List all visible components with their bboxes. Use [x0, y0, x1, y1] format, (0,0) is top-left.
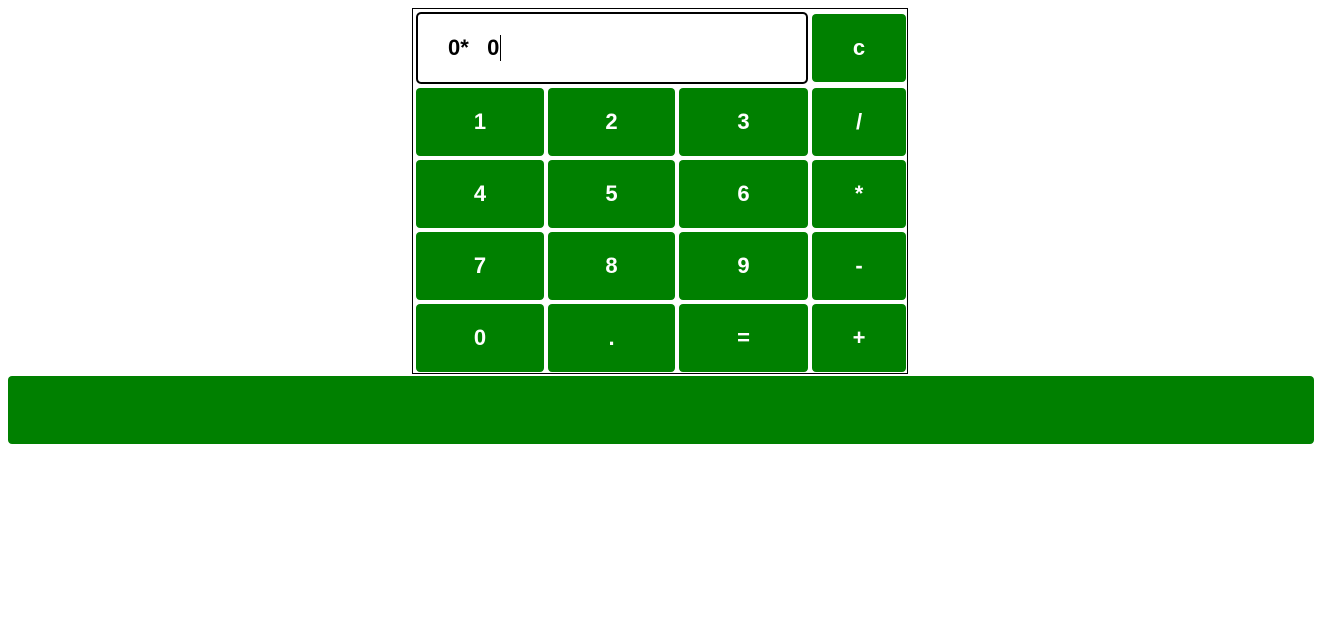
- divide-button[interactable]: /: [812, 88, 906, 156]
- subtract-button[interactable]: -: [812, 232, 906, 300]
- digit-7-button[interactable]: 7: [416, 232, 544, 300]
- clear-button[interactable]: c: [812, 14, 906, 82]
- digit-5-button[interactable]: 5: [548, 160, 675, 228]
- decimal-button[interactable]: .: [548, 304, 675, 372]
- multiply-button[interactable]: *: [812, 160, 906, 228]
- display-value: 0* 0: [448, 35, 500, 60]
- digit-1-button[interactable]: 1: [416, 88, 544, 156]
- digit-6-button[interactable]: 6: [679, 160, 808, 228]
- digit-2-button[interactable]: 2: [548, 88, 675, 156]
- text-caret: [500, 35, 501, 61]
- add-button[interactable]: +: [812, 304, 906, 372]
- calculator: [412, 8, 908, 374]
- digit-3-button[interactable]: 3: [679, 88, 808, 156]
- equals-button[interactable]: =: [679, 304, 808, 372]
- digit-0-button[interactable]: 0: [416, 304, 544, 372]
- digit-9-button[interactable]: 9: [679, 232, 808, 300]
- digit-4-button[interactable]: 4: [416, 160, 544, 228]
- digit-8-button[interactable]: 8: [548, 232, 675, 300]
- wide-green-button[interactable]: [8, 376, 1314, 444]
- calculator-display[interactable]: [416, 12, 808, 84]
